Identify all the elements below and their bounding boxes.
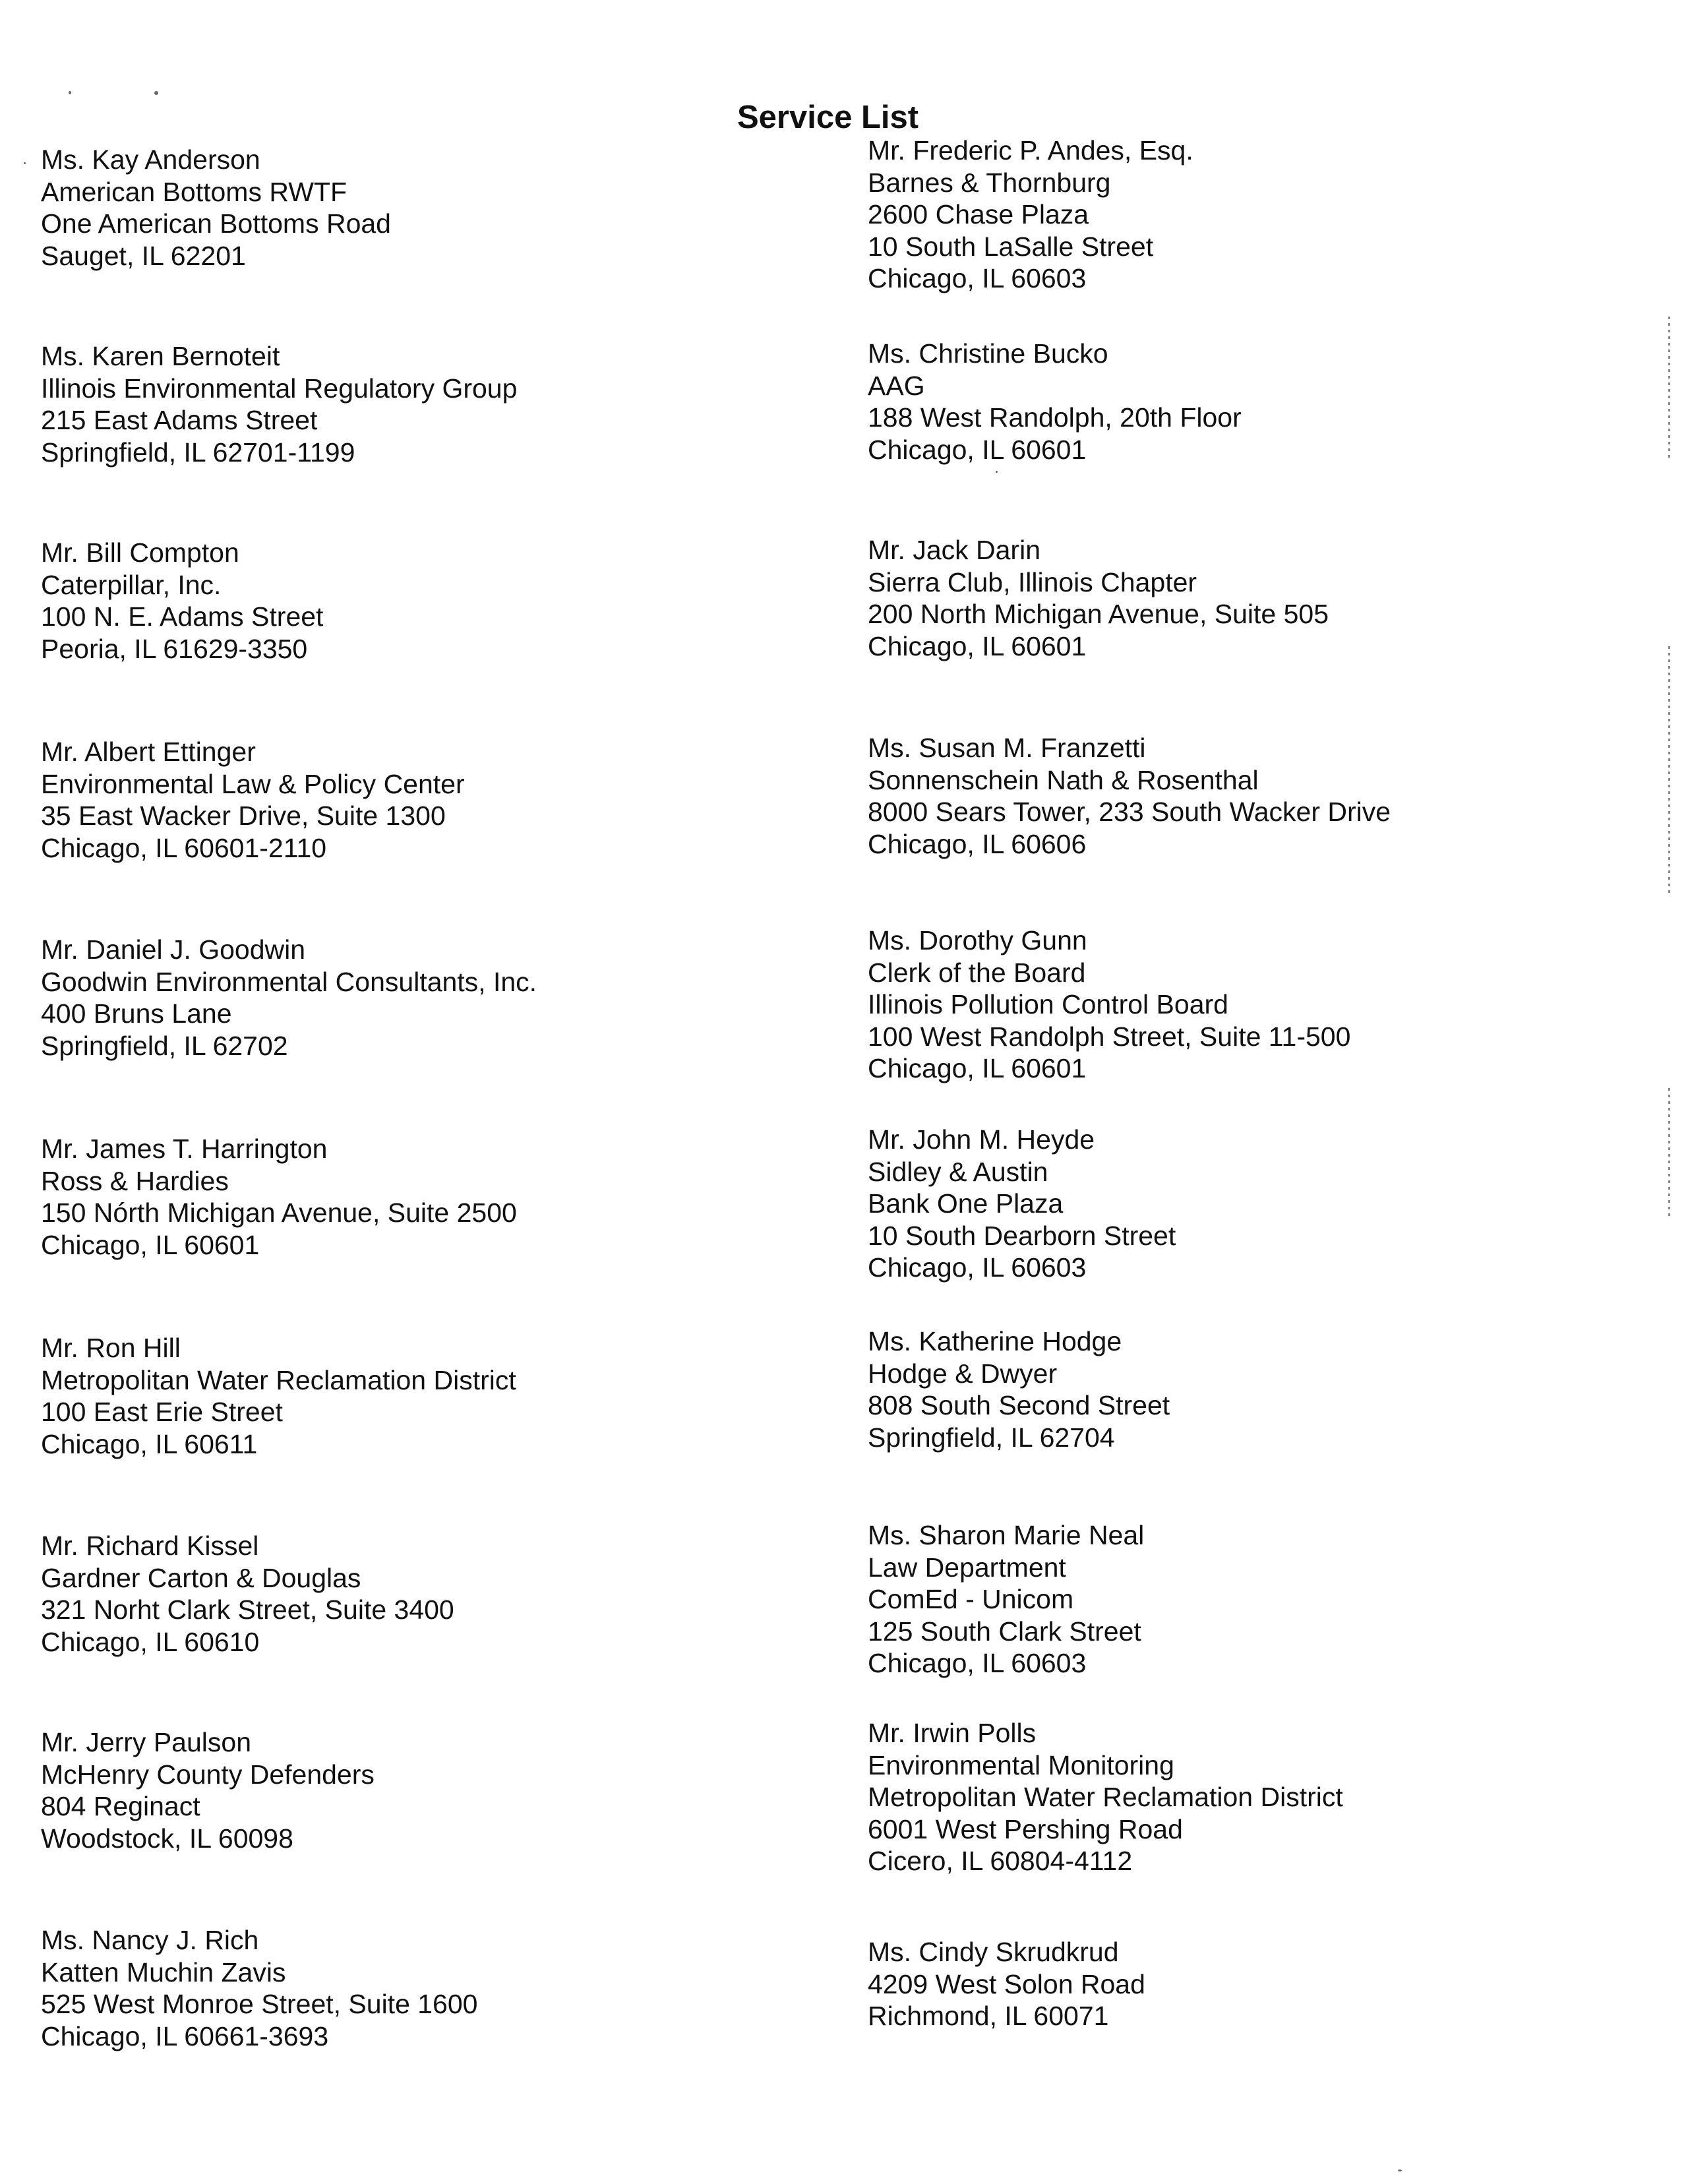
recipient-address-line: 400 Bruns Lane: [41, 998, 232, 1029]
recipient-organization: Barnes & Thornburg: [868, 167, 1111, 198]
recipient-address-line: 4209 West Solon Road: [868, 1968, 1145, 1999]
recipient-organization: Sidley & Austin: [868, 1156, 1048, 1187]
service-entry: [41, 1924, 477, 2052]
recipient-name: Mr. Bill Compton: [41, 537, 239, 568]
service-entry: [41, 934, 537, 1062]
recipient-name: Mr. Daniel J. Goodwin: [41, 934, 306, 965]
recipient-organization: Katten Muchin Zavis: [41, 1957, 286, 1987]
page-title: Service List: [737, 100, 919, 135]
recipient-name: Ms. Kay Anderson: [41, 144, 260, 175]
service-entry: [41, 1332, 516, 1460]
recipient-address-line: 804 Reginact: [41, 1791, 200, 1821]
recipient-address-line: 215 East Adams Street: [41, 405, 318, 435]
service-entry: [868, 338, 1242, 466]
recipient-address-line: 200 North Michigan Avenue, Suite 505: [868, 599, 1329, 629]
scan-edge-mark: [1668, 646, 1670, 897]
recipient-organization: Sierra Club, Illinois Chapter: [868, 566, 1197, 597]
recipient-organization: Illinois Environmental Regulatory Group: [41, 373, 518, 404]
recipient-organization: McHenry County Defenders: [41, 1759, 375, 1790]
recipient-address-line: 8000 Sears Tower, 233 South Wacker Drive: [868, 797, 1391, 827]
recipient-name: Ms. Nancy J. Rich: [41, 1925, 259, 1955]
recipient-address-line: Bank One Plaza: [868, 1188, 1064, 1219]
recipient-city-state-zip: Sauget, IL 62201: [41, 240, 246, 271]
recipient-city-state-zip: Springfield, IL 62702: [41, 1030, 288, 1061]
recipient-department: Law Department: [868, 1552, 1066, 1583]
recipient-organization: Hodge & Dwyer: [868, 1358, 1058, 1389]
service-entry: [41, 340, 517, 468]
service-entry: [41, 537, 323, 665]
recipient-address-line: 100 West Randolph Street, Suite 11-500: [868, 1021, 1351, 1052]
service-entry: [868, 135, 1193, 295]
recipient-name: Mr. John M. Heyde: [868, 1124, 1095, 1155]
recipient-address-line: 125 South Clark Street: [868, 1616, 1141, 1647]
service-entry: [41, 1726, 375, 1854]
scan-speck: [24, 162, 26, 164]
recipient-name: Ms. Susan M. Franzetti: [868, 733, 1146, 763]
recipient-name: Ms. Cindy Skrudkrud: [868, 1937, 1119, 1967]
scan-speck: [154, 91, 158, 95]
service-entry: [41, 1133, 517, 1261]
recipient-organization: Goodwin Environmental Consultants, Inc.: [41, 966, 537, 997]
recipient-name: Ms. Katherine Hodge: [868, 1326, 1122, 1356]
recipient-city-state-zip: Chicago, IL 60601-2110: [41, 832, 327, 863]
service-entry: [868, 534, 1329, 662]
recipient-address-line: 100 East Erie Street: [41, 1397, 283, 1427]
service-entry: [868, 1936, 1145, 2032]
recipient-city-state-zip: Richmond, IL 60071: [868, 2001, 1109, 2031]
recipient-organization: AAG: [868, 370, 925, 401]
recipient-address-line: 10 South Dearborn Street: [868, 1220, 1176, 1251]
recipient-city-state-zip: Chicago, IL 60603: [868, 263, 1087, 293]
recipient-name: Mr. Richard Kissel: [41, 1531, 259, 1561]
service-entry: [41, 736, 465, 864]
recipient-address-line: 321 Norht Clark Street, Suite 3400: [41, 1594, 454, 1625]
recipient-address-line: 150 Nórth Michigan Avenue, Suite 2500: [41, 1198, 517, 1228]
recipient-city-state-zip: Springfield, IL 62701-1199: [41, 437, 355, 468]
recipient-city-state-zip: Chicago, IL 60603: [868, 1252, 1087, 1283]
scan-speck: [69, 91, 71, 94]
recipient-city-state-zip: Chicago, IL 60603: [868, 1648, 1087, 1678]
recipient-city-state-zip: Cicero, IL 60804-4112: [868, 1846, 1133, 1876]
recipient-address-line: 6001 West Pershing Road: [868, 1813, 1183, 1844]
recipient-name: Mr. Irwin Polls: [868, 1718, 1037, 1748]
recipient-organization: Caterpillar, Inc.: [41, 569, 222, 600]
recipient-address-line: 10 South LaSalle Street: [868, 231, 1154, 262]
service-entry: [41, 1530, 454, 1658]
recipient-name: Mr. Albert Ettinger: [41, 737, 256, 767]
recipient-city-state-zip: Chicago, IL 60610: [41, 1626, 260, 1657]
recipient-name: Ms. Dorothy Gunn: [868, 925, 1087, 956]
recipient-city-state-zip: Chicago, IL 60601: [868, 630, 1087, 661]
recipient-name: Mr. Frederic P. Andes, Esq.: [868, 135, 1193, 166]
recipient-organization: American Bottoms RWTF: [41, 176, 347, 207]
service-entry: [868, 1124, 1176, 1284]
recipient-address-line: One American Bottoms Road: [41, 208, 391, 239]
recipient-name: Mr. Ron Hill: [41, 1333, 181, 1363]
service-entry: [868, 925, 1350, 1085]
service-entry: [868, 1717, 1343, 1877]
scan-edge-mark: [1668, 1088, 1670, 1220]
recipient-organization: Environmental Law & Policy Center: [41, 768, 465, 799]
recipient-city-state-zip: Springfield, IL 62704: [868, 1422, 1115, 1453]
recipient-name: Mr. Jack Darin: [868, 535, 1040, 565]
recipient-organization: ComEd - Unicom: [868, 1584, 1074, 1614]
recipient-city-state-zip: Woodstock, IL 60098: [41, 1823, 293, 1854]
scan-speck: [996, 471, 998, 473]
recipient-title: Clerk of the Board: [868, 957, 1086, 988]
recipient-name: Ms. Sharon Marie Neal: [868, 1520, 1145, 1550]
scan-edge-mark: [1668, 317, 1670, 462]
recipient-address-line: 808 South Second Street: [868, 1390, 1170, 1420]
recipient-name: Ms. Christine Bucko: [868, 338, 1108, 369]
recipient-address-line: 100 N. E. Adams Street: [41, 601, 324, 632]
recipient-city-state-zip: Chicago, IL 60601: [41, 1229, 260, 1260]
recipient-city-state-zip: Chicago, IL 60661-3693: [41, 2020, 329, 2051]
recipient-organization: Illinois Pollution Control Board: [868, 989, 1228, 1019]
recipient-name: Ms. Karen Bernoteit: [41, 341, 280, 371]
recipient-city-state-zip: Peoria, IL 61629-3350: [41, 633, 308, 664]
recipient-organization: Gardner Carton & Douglas: [41, 1562, 361, 1593]
service-entry: [41, 144, 391, 272]
recipient-organization: Ross & Hardies: [41, 1165, 229, 1196]
recipient-city-state-zip: Chicago, IL 60606: [868, 828, 1087, 859]
recipient-organization: Metropolitan Water Reclamation District: [41, 1364, 516, 1395]
recipient-organization: Sonnenschein Nath & Rosenthal: [868, 764, 1259, 795]
service-entry: [868, 732, 1391, 860]
service-entry: [868, 1325, 1170, 1453]
scan-speck: [1398, 2169, 1402, 2171]
recipient-organization: Metropolitan Water Reclamation District: [868, 1782, 1343, 1812]
recipient-name: Mr. Jerry Paulson: [41, 1727, 251, 1757]
service-entry: [868, 1519, 1144, 1680]
recipient-city-state-zip: Chicago, IL 60601: [868, 1053, 1087, 1083]
recipient-name: Mr. James T. Harrington: [41, 1134, 328, 1164]
recipient-address-line: 2600 Chase Plaza: [868, 199, 1089, 229]
recipient-address-line: 525 West Monroe Street, Suite 1600: [41, 1989, 478, 2019]
recipient-city-state-zip: Chicago, IL 60611: [41, 1428, 258, 1459]
recipient-address-line: 35 East Wacker Drive, Suite 1300: [41, 801, 446, 831]
recipient-address-line: 188 West Randolph, 20th Floor: [868, 402, 1242, 433]
recipient-city-state-zip: Chicago, IL 60601: [868, 434, 1087, 465]
recipient-department: Environmental Monitoring: [868, 1749, 1174, 1780]
